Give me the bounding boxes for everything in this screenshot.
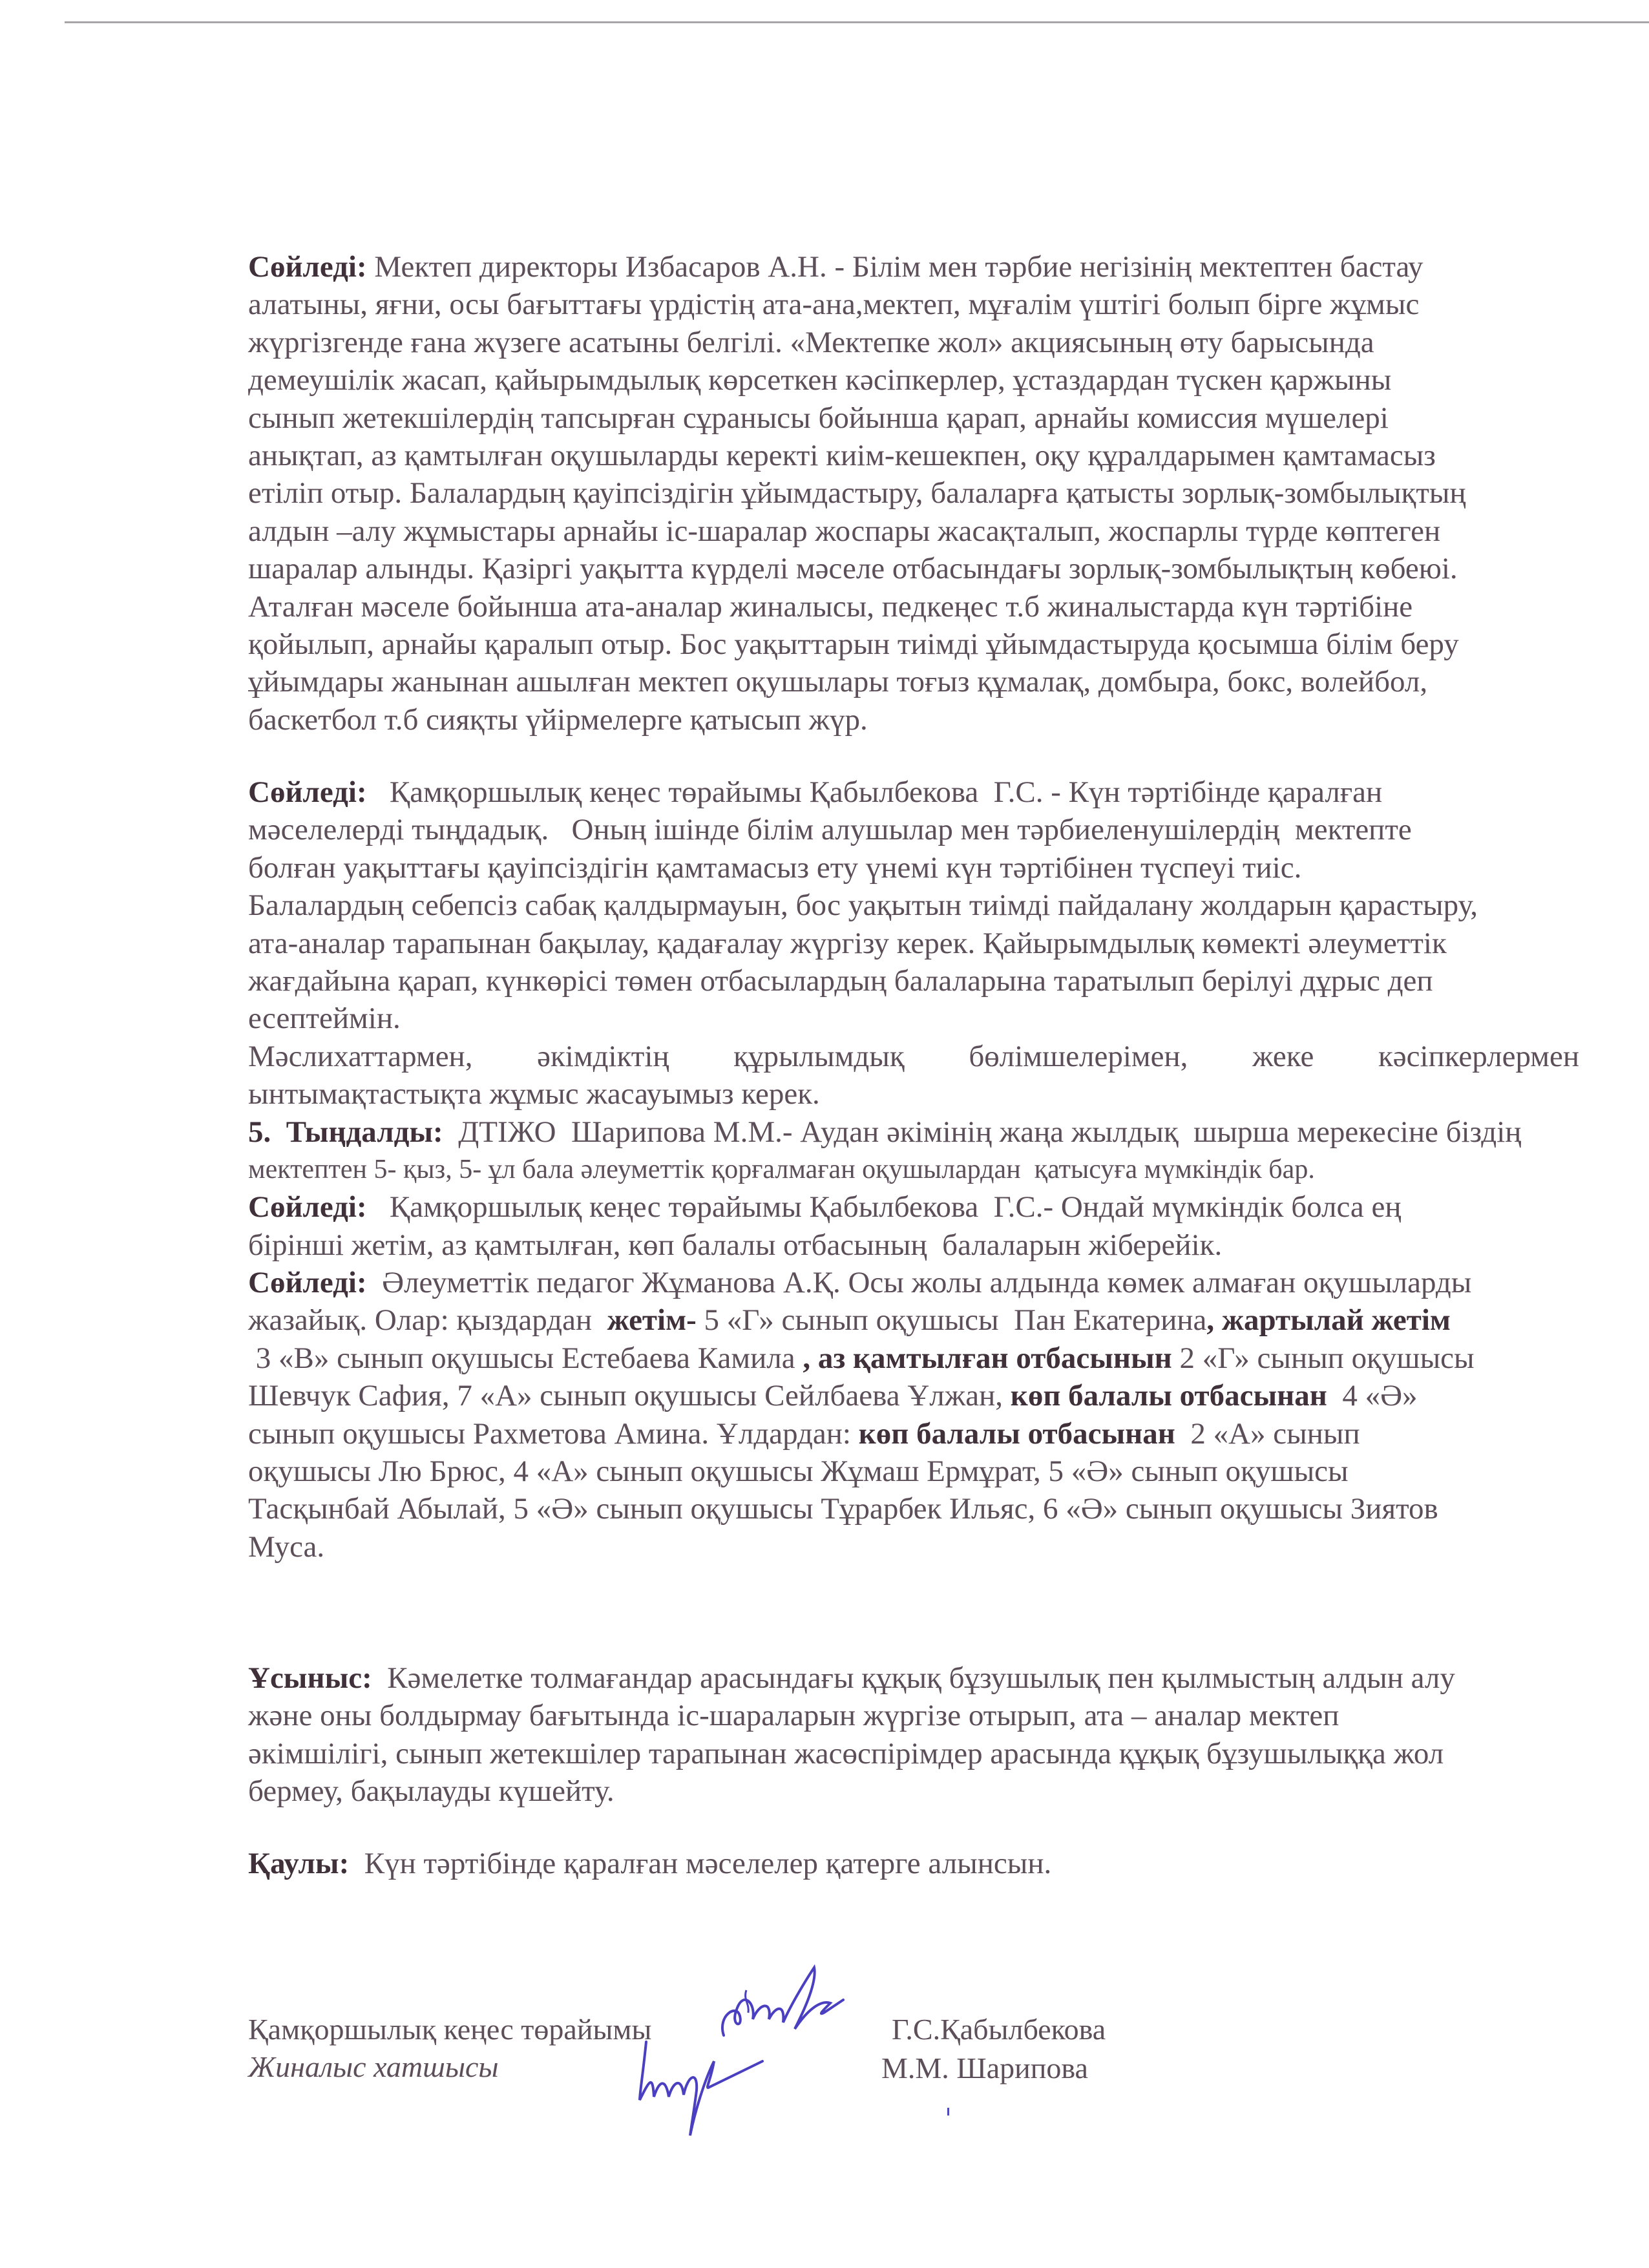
text-line	[248, 1188, 1579, 1226]
text-segment: ата-аналар тарапынан бақылау, қадағалау жүргізу керек. Қайырымдылық көмекті әлеуметтік	[248, 926, 1447, 960]
text-segment: демеушілік жасап, қайырымдылық көрсеткен кәсіпкерлер, ұстаздардан түскен қаржыны	[248, 363, 1392, 397]
ink-mark	[947, 2108, 949, 2116]
text-segment: Күн тәртібінде қаралған мәселелер қатерге алынсын.	[349, 1847, 1052, 1880]
text-line	[248, 625, 1579, 663]
chair-speech-and-agenda-item-5	[248, 773, 1579, 1566]
text-line	[248, 925, 1579, 962]
text-segment: сынып оқушысы Рахметова Амина. Ұлдардан:	[248, 1416, 859, 1451]
text-line	[248, 1697, 1579, 1734]
text-line	[248, 248, 1579, 286]
text-segment: қойылып, арнайы қаралып отыр. Бос уақыттарын тиімді ұйымдастыруда қосымша білім беру	[248, 627, 1459, 661]
text-line	[248, 701, 1579, 739]
text-line	[248, 588, 1579, 625]
text-line	[248, 1490, 1579, 1528]
text-segment: 3 «В» сынып оқушысы Естебаева Камила	[248, 1341, 803, 1375]
text-line	[248, 1301, 1579, 1339]
text-segment: бермеу, бақылауды күшейту.	[248, 1774, 614, 1809]
text-line	[248, 1845, 1579, 1882]
text-segment: Мектеп директоры Избасаров А.Н. - Білім мен тәрбие негізінің мектептен бастау	[366, 250, 1423, 284]
text-segment: Қамқоршылық кеңес төрайымы Қабылбекова Г.С. - Күн тәртібінде қаралған	[366, 775, 1383, 809]
text-segment: баскетбол т.б сияқты үйірмелерге қатысып жүр.	[248, 702, 868, 737]
bold-label: көп балалы отбасынан	[1010, 1379, 1327, 1413]
bold-label: көп балалы отбасынан	[858, 1416, 1175, 1451]
bold-label: Сөйледі:	[248, 1190, 367, 1224]
bold-label: , аз қамтылған отбасынын	[803, 1341, 1172, 1375]
text-line	[248, 1772, 1579, 1810]
text-line	[248, 286, 1579, 323]
text-line	[248, 1453, 1579, 1490]
text-segment: ұйымдары жанынан ашылған мектеп оқушылары тоғыз құмалақ, домбыра, бокс, волейбол,	[248, 665, 1428, 699]
text-segment: 2 «Г» сынып оқушысы	[1171, 1341, 1475, 1375]
text-line	[248, 1151, 1579, 1188]
text-line	[248, 962, 1579, 1000]
text-segment: Қамқоршылық кеңес төрайымы Қабылбекова Г.С.- Ондай мүмкіндік болса ең	[366, 1190, 1402, 1224]
bold-label: жетім-	[607, 1303, 697, 1338]
text-segment: болған уақыттағы қауіпсіздігін қамтамасыз ету үнемі күн тәртібінен түспеуі тиіс.	[248, 850, 1302, 885]
text-segment: алдын –алу жұмыстары арнайы іс-шаралар жоспары жасақталып, жоспарлы түрде көптеген	[248, 514, 1441, 548]
text-segment: 4 «Ә»	[1327, 1379, 1418, 1413]
text-line	[248, 399, 1579, 437]
bold-label: , жартылай жетім	[1206, 1303, 1451, 1338]
chair-signature	[711, 1964, 866, 2042]
text-segment: жазайық. Олар: қыздардан	[248, 1303, 607, 1338]
text-line	[248, 1659, 1579, 1697]
text-line	[248, 1226, 1579, 1264]
text-segment: ынтымақтастықта жұмыс жасауымыз керек.	[248, 1077, 820, 1111]
secretary-name: М.М. Шарипова	[881, 2052, 1088, 2084]
text-line	[248, 361, 1579, 399]
text-segment: жүргізгенде ғана жүзеге асатыны белгілі. «Мектепке жол» акциясының өту барысында	[248, 325, 1374, 359]
text-line	[248, 1075, 1579, 1113]
secretary-signature	[633, 2035, 782, 2139]
text-segment: оқушысы Лю Брюс, 4 «А» сынып оқушысы Жұмаш Ермұрат, 5 «Ә» сынып оқушысы	[248, 1454, 1349, 1489]
text-line	[248, 1735, 1579, 1772]
text-line	[248, 663, 1579, 700]
text-line	[248, 1377, 1579, 1414]
text-line	[248, 887, 1579, 924]
bold-label: Ұсыныс:	[248, 1661, 372, 1695]
text-segment: бірінші жетім, аз қамтылған, көп балалы отбасының балаларын жіберейік.	[248, 1228, 1223, 1262]
text-line	[248, 849, 1579, 887]
text-line	[248, 1415, 1579, 1453]
bold-label: Қаулы:	[248, 1847, 350, 1880]
text-line	[248, 437, 1579, 474]
resolution	[248, 1845, 1579, 1882]
text-line	[248, 1000, 1579, 1037]
text-segment: шаралар алынды. Қазіргі уақытта күрделі мәселе отбасындағы зорлық-зомбылықтың көбеюі.	[248, 552, 1458, 586]
text-segment: Әлеуметтік педагог Жұманова А.Қ. Осы жолы алдында көмек алмаған оқушыларды	[366, 1266, 1472, 1300]
text-segment: етіліп отыр. Балалардың қауіпсіздігін ұйымдастыру, балаларға қатысты зорлық-зомбылықтың	[248, 476, 1466, 510]
text-line	[248, 1264, 1579, 1301]
text-line	[248, 550, 1579, 587]
text-segment: Аталған мәселе бойынша ата-аналар жиналысы, педкеңес т.б жиналыстарда күн тәртібіне	[248, 589, 1413, 624]
text-segment: есептеймін.	[248, 1002, 401, 1036]
text-segment: сынып жетекшілердің тапсырған сұранысы бойынша қарап, арнайы комиссия мүшелері	[248, 401, 1389, 435]
text-line	[248, 1339, 1579, 1377]
text-segment: мәселелерді тыңдадық. Оның ішінде білім алушылар мен тәрбиеленушілердің мектепте	[248, 813, 1412, 847]
text-segment: жағдайына қарап, күнкөрісі төмен отбасылардың балаларына таратылып берілуі дұрыс деп	[248, 963, 1433, 998]
text-segment: және оны болдырмау бағытында іс-шараларын жүргізе отырып, ата – аналар мектеп	[248, 1699, 1339, 1733]
bold-label: Сөйледі:	[248, 250, 367, 284]
text-segment: Тасқынбай Абылай, 5 «Ә» сынып оқушысы Тұрарбек Ильяс, 6 «Ә» сынып оқушысы Зиятов	[248, 1492, 1438, 1526]
text-segment: 5 «Г» сынып оқушысы Пан Екатерина	[696, 1303, 1207, 1338]
text-segment: Кәмелетке толмағандар арасындағы құқық бұзушылық пен қылмыстың алдын алу	[372, 1661, 1455, 1695]
bold-label: Сөйледі:	[248, 1266, 367, 1300]
text-line	[248, 1038, 1579, 1075]
text-segment: Мәслихаттармен, әкімдіктің құрылымдық бөлімшелерімен, жеке кәсіпкерлермен	[248, 1039, 1579, 1073]
text-segment: анықтап, аз қамтылған оқушыларды керекті киім-кешекпен, оқу құралдарымен қамтамасыз	[248, 438, 1436, 472]
chair-name: Г.С.Қабылбекова	[892, 2013, 1106, 2046]
text-line	[248, 773, 1579, 811]
text-line	[248, 1113, 1579, 1151]
text-segment: Муса.	[248, 1529, 325, 1564]
bold-label: Сөйледі:	[248, 775, 367, 809]
text-segment: Балалардың себепсіз сабақ қалдырмауын, бос уақытын тиімді пайдалану жолдарын қарастыру,	[248, 888, 1478, 923]
text-line	[248, 324, 1579, 361]
text-segment: әкімшілігі, сынып жетекшілер тарапынан жасөспірімдер арасында құқық бұзушылыққа жол	[248, 1736, 1444, 1770]
proposal	[248, 1659, 1579, 1811]
top-rule	[65, 21, 1649, 23]
text-segment: 2 «А» сынып	[1175, 1416, 1360, 1451]
text-line	[248, 811, 1579, 848]
text-segment: мектептен 5- қыз, 5- ұл бала әлеуметтік қорғалмаған оқушылардан қатысуға мүмкіндік бар.	[248, 1154, 1315, 1184]
text-segment: алатыны, яғни, осы бағыттағы үрдістің ата-ана,мектеп, мұғалім үштігі болып бірге жұмыс	[248, 288, 1420, 322]
secretary-role: Жиналыс хатшысы	[248, 2050, 499, 2083]
text-line	[248, 1528, 1579, 1566]
director-speech	[248, 248, 1579, 739]
bold-label: 5. Тыңдалды:	[248, 1115, 443, 1149]
text-segment: Шевчук Сафия, 7 «А» сынып оқушысы Сейлбаева Ұлжан,	[248, 1379, 1011, 1413]
text-segment: ДТІЖО Шарипова М.М.- Аудан әкімінің жаңа жылдық шырша мерекесіне біздің	[443, 1115, 1522, 1149]
text-line	[248, 474, 1579, 512]
chair-role: Қамқоршылық кеңес төрайымы	[248, 2013, 652, 2046]
text-line	[248, 512, 1579, 550]
